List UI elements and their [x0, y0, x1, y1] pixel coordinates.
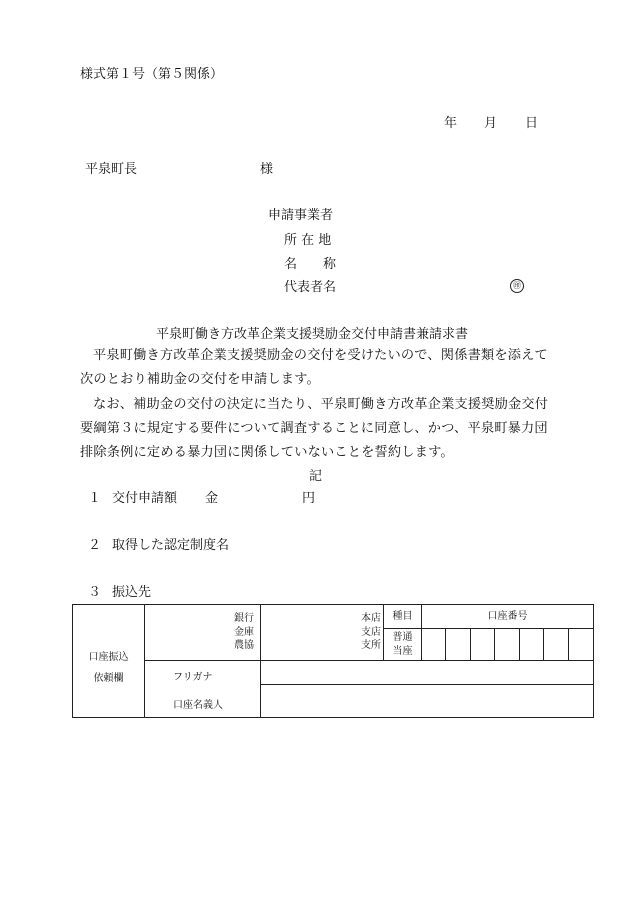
item3-number: ３: [88, 585, 102, 600]
account-number-header: 口座番号: [422, 605, 594, 629]
date-month-label: 月: [484, 116, 498, 131]
branch-type-shisho: 支所: [361, 640, 381, 652]
account-digit-2[interactable]: [446, 629, 471, 661]
branch-name-cell[interactable]: [261, 605, 384, 661]
applicant-title: 申請事業者: [268, 208, 334, 223]
furigana-field[interactable]: [261, 661, 594, 685]
holder-label: 口座名義人: [173, 699, 223, 711]
holder-labels-cell: [145, 661, 261, 718]
document-title: 平泉町働き方改革企業支援奨励金交付申請書兼請求書: [156, 327, 469, 342]
bank-types: [145, 612, 260, 653]
date-year-label: 年: [444, 116, 458, 131]
account-digit-6[interactable]: [544, 629, 569, 661]
kind-header: 種目: [384, 605, 422, 629]
ki-mark: 記: [309, 469, 323, 484]
transfer-label-line2: 依頼欄: [93, 673, 124, 684]
item1-kin: 金: [205, 491, 219, 506]
item2-label: 取得した認定制度名: [112, 538, 230, 553]
bank-name-cell[interactable]: [145, 605, 261, 661]
applicant-name-label: 名 称: [284, 257, 337, 272]
kind-cell[interactable]: [384, 629, 422, 661]
body-paragraph-1: [80, 344, 560, 392]
body-p2-line2: 要綱第３に規定する要件について調査することに同意し、かつ、平泉町暴力団: [80, 421, 548, 436]
kind-values: [384, 631, 421, 658]
branch-types: [261, 612, 383, 653]
branch-type-shiten: 支店: [361, 626, 381, 638]
body-p2-line3: 排除条例に定める暴力団に関係していないことを誓約します。: [80, 445, 454, 460]
item3-label: 振込先: [112, 585, 152, 600]
holder-name-field[interactable]: [261, 685, 594, 718]
applicant-address-label: 所 在 地: [284, 233, 332, 248]
item2-number: ２: [88, 538, 102, 553]
transfer-request-label-cell: [73, 605, 145, 718]
bank-type-nokyo: 農協: [234, 640, 254, 652]
bank-type-kinko: 金庫: [234, 626, 254, 638]
account-digit-5[interactable]: [520, 629, 544, 661]
applicant-rep-label: 代表者名: [284, 280, 337, 295]
kind-toza: 当座: [392, 645, 413, 657]
kind-futsu: 普通: [392, 632, 413, 643]
account-digit-4[interactable]: [495, 629, 520, 661]
transfer-label-line1: 口座振込: [88, 651, 129, 663]
addressee-honorific: 様: [260, 162, 274, 177]
item1-label: 交付申請額: [112, 491, 178, 506]
date-day-label: 日: [525, 116, 539, 131]
account-digit-7[interactable]: [569, 629, 594, 661]
item1-yen: 円: [302, 491, 316, 506]
body-p1-line1: 平泉町働き方改革企業支援奨励金の交付を受けたいので、関係書類を添えて: [93, 348, 548, 363]
seal-mark: ㊞: [510, 279, 524, 293]
addressee-name: 平泉町長: [85, 162, 138, 177]
form-number: 様式第１号（第５関係）: [80, 67, 224, 82]
furigana-label: フリガナ: [173, 672, 213, 683]
account-digit-1[interactable]: [422, 629, 446, 661]
body-p1-line2: 次のとおり補助金の交付を申請します。: [80, 372, 320, 387]
bank-transfer-table: [72, 604, 594, 718]
account-digit-3[interactable]: [471, 629, 495, 661]
branch-type-honten: 本店: [361, 613, 381, 625]
item1-number: １: [88, 491, 102, 506]
bank-type-ginko: 銀行: [234, 613, 254, 625]
body-paragraph-2: [80, 393, 560, 465]
body-p2-line1: なお、補助金の交付の決定に当たり、平泉町働き方改革企業支援奨励金交付: [93, 397, 549, 412]
